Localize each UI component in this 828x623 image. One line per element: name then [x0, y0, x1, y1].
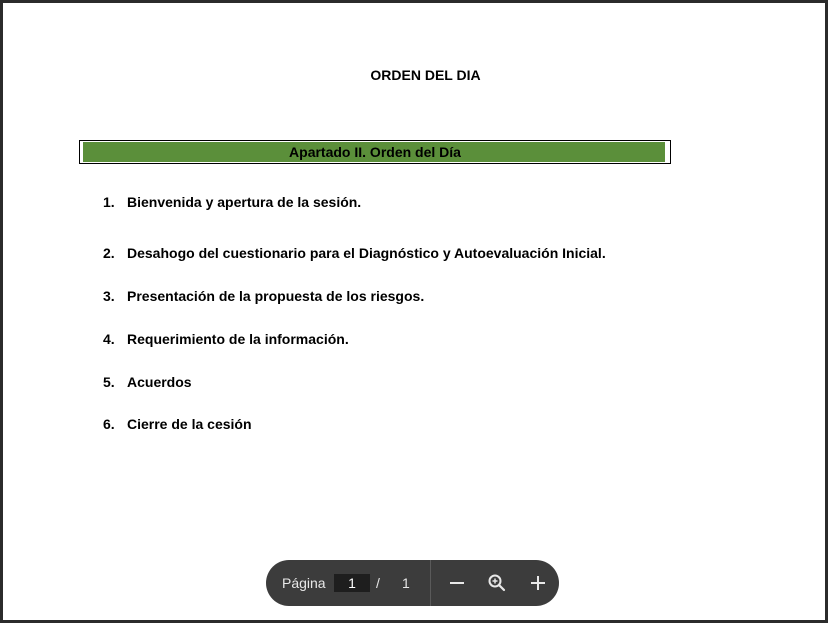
- agenda-item-text: Cierre de la cesión: [127, 416, 252, 432]
- zoom-out-button[interactable]: [445, 571, 469, 595]
- total-pages: 1: [402, 575, 410, 591]
- page-label: Página: [282, 575, 326, 591]
- agenda-item-number: 4.: [103, 331, 115, 347]
- agenda-item-number: 5.: [103, 374, 115, 390]
- document-title: ORDEN DEL DIA: [370, 67, 481, 83]
- agenda-item: [103, 331, 349, 347]
- agenda-item-number: 3.: [103, 288, 115, 304]
- pdf-page: [3, 3, 825, 620]
- toolbar-divider: [430, 560, 431, 606]
- plus-icon: [528, 573, 548, 593]
- agenda-item-number: 6.: [103, 416, 115, 432]
- agenda-item: [103, 374, 192, 390]
- page-separator: /: [376, 575, 380, 591]
- agenda-item-text: Desahogo del cuestionario para el Diagnóstico y Autoevaluación Inicial.: [127, 245, 606, 261]
- agenda-item: [103, 416, 252, 432]
- agenda-item-text: Requerimiento de la información.: [127, 331, 349, 347]
- section-header: [79, 140, 671, 164]
- agenda-item-text: Presentación de la propuesta de los riesgos.: [127, 288, 425, 304]
- zoom-in-magnifier-icon: [487, 573, 507, 593]
- agenda-item: [103, 194, 361, 210]
- pdf-viewer-toolbar: [266, 560, 559, 606]
- agenda-item-number: 2.: [103, 245, 115, 261]
- agenda-item-text: Acuerdos: [127, 374, 192, 390]
- agenda-item-text: Bienvenida y apertura de la sesión.: [127, 194, 362, 210]
- minus-icon: [447, 573, 467, 593]
- agenda-item: [103, 245, 606, 261]
- zoom-fit-button[interactable]: [485, 571, 509, 595]
- agenda-item: [103, 288, 424, 304]
- zoom-in-button[interactable]: [526, 571, 550, 595]
- page-number-input[interactable]: [334, 574, 370, 592]
- agenda-item-number: 1.: [103, 194, 115, 210]
- section-header-label: Apartado II. Orden del Día: [289, 144, 461, 160]
